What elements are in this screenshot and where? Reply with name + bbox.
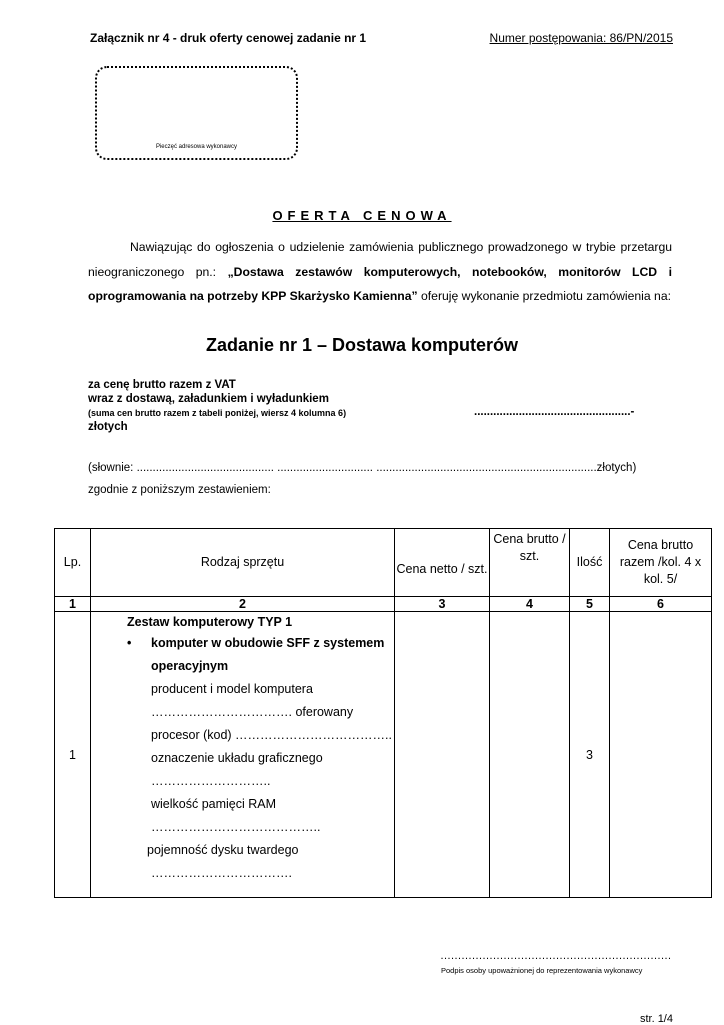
col-number: 3 — [395, 597, 490, 612]
price-block — [88, 378, 346, 434]
col-header-lp: Lp. — [55, 529, 91, 597]
attachment-title: Załącznik nr 4 - druk oferty cenowej zadanie nr 1 — [90, 31, 367, 45]
col-number: 1 — [55, 597, 91, 612]
intro-text-1: Nawiązując do ogłoszenia o udzielenie zamówienia publicznego prowadzonego w trybie przetargu nieograniczonego pn.: — [88, 240, 672, 279]
case-number: Numer postępowania: 86/PN/2015 — [489, 31, 673, 45]
net-price-cell[interactable] — [395, 612, 490, 898]
spec-fill-field[interactable]: ……………………………. oferowany — [151, 705, 354, 719]
item-bullet — [127, 632, 394, 655]
table-header-row — [55, 529, 712, 597]
contractor-stamp-box — [95, 66, 298, 160]
price-line-1: za cenę brutto razem z VAT — [88, 379, 236, 391]
row-lp: 1 — [55, 612, 91, 898]
bullet-text: komputer w obudowie SFF z systemem — [151, 636, 385, 650]
intro-text-2: oferuję wykonanie przedmiotu zamówienia na: — [417, 289, 671, 303]
col-header-item: Rodzaj sprzętu — [91, 529, 395, 597]
item-description — [91, 612, 395, 898]
stamp-label: Pieczęć adresowa wykonawcy — [155, 144, 238, 150]
spec-fill-field[interactable]: ……………………………. — [151, 866, 292, 880]
signature-label: Podpis osoby upoważnionej do reprezentowania wykonawcy — [441, 966, 643, 975]
bullet-text-cont: operacyjnym — [151, 659, 229, 673]
qty-cell: 3 — [570, 612, 610, 898]
price-line-4: złotych — [88, 421, 128, 433]
intro-tender-name: „Dostawa zestawów komputerowych, notebooków, monitorów LCD i oprogramowania na potrzeby KPP Skarżysko Kamienna” — [88, 264, 672, 303]
bullet-icon: • — [127, 636, 132, 650]
intro-paragraph — [88, 235, 672, 309]
price-line-3: (suma cen brutto razem z tabeli poniżej, wiersz 4 kolumna 6) — [88, 408, 347, 418]
col-header-gross-total: Cena brutto razem /kol. 4 x kol. 5/ — [610, 529, 712, 597]
spec-line: wielkość pamięci RAM — [151, 797, 277, 811]
spec-line: pojemność dysku twardego — [147, 843, 299, 857]
signature-line[interactable]: ………………………………………………………… — [440, 950, 671, 962]
page-number: str. 1/4 — [639, 1013, 673, 1025]
gross-price-cell[interactable] — [490, 612, 570, 898]
spec-fill-field[interactable]: ………………………………….. — [151, 820, 321, 834]
item-title: Zestaw komputerowy TYP 1 — [127, 615, 293, 629]
col-header-gross-price: Cena brutto / szt. — [490, 529, 570, 597]
amount-in-words-field[interactable]: (słownie: ........................................... .............................. .....................................................................złotych) — [88, 462, 637, 474]
summary-note: zgodnie z poniższym zestawieniem: — [88, 484, 271, 496]
col-header-qty: Ilość — [570, 529, 610, 597]
price-table — [54, 528, 712, 898]
spec-fill-field[interactable]: procesor (kod) ……………………………….. — [151, 728, 393, 742]
price-line-2: wraz z dostawą, załadunkiem i wyładunkiem — [88, 393, 329, 405]
col-header-net-price: Cena netto / szt. — [395, 529, 490, 597]
spec-line: oznaczenie układu graficznego — [151, 751, 323, 765]
gross-total-cell[interactable] — [610, 612, 712, 898]
table-row — [55, 612, 712, 898]
col-number: 4 — [490, 597, 570, 612]
table-number-row — [55, 597, 712, 612]
spec-line: producent i model komputera — [151, 682, 313, 696]
offer-title: OFERTA CENOWA — [272, 208, 452, 223]
price-fill-field[interactable]: .................................................- — [474, 406, 635, 418]
col-number: 6 — [610, 597, 712, 612]
task-title: Zadanie nr 1 – Dostawa komputerów — [205, 335, 519, 355]
col-number: 2 — [91, 597, 395, 612]
col-number: 5 — [570, 597, 610, 612]
spec-fill-field[interactable]: ……………………….. — [151, 774, 271, 788]
